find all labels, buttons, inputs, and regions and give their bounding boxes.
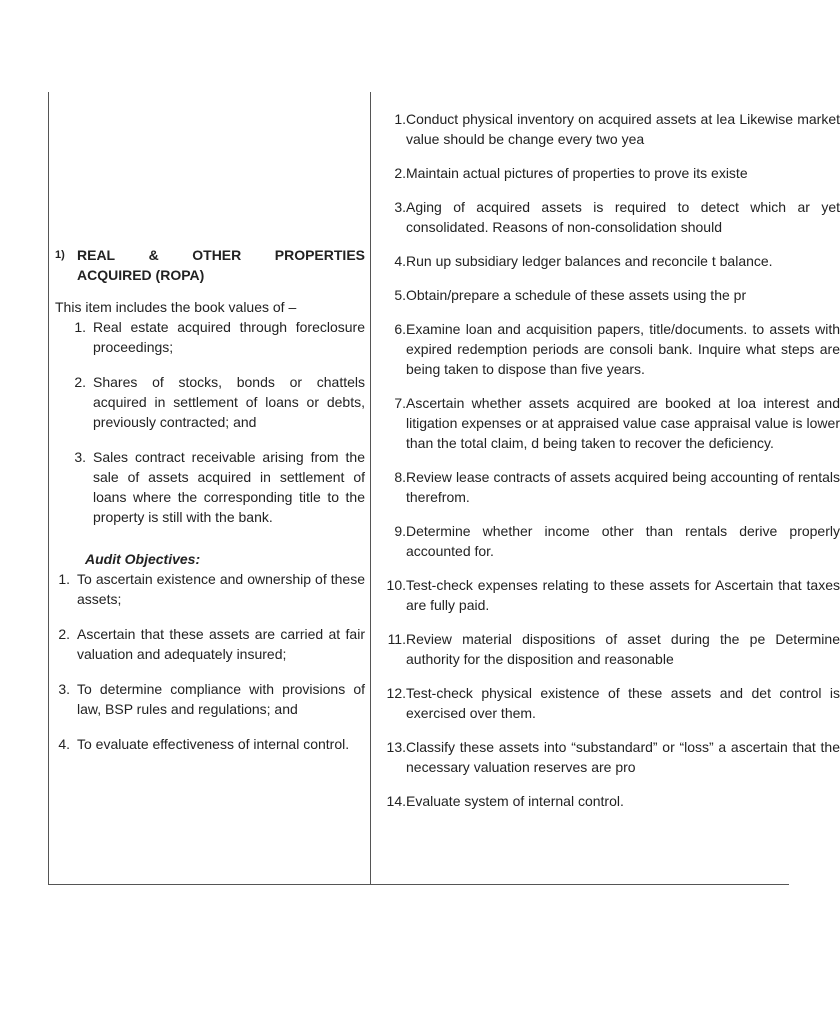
- section-intro: This item includes the book values of –: [55, 299, 297, 315]
- list-item: 1. Real estate acquired through foreclosure proceedings;: [74, 319, 365, 355]
- column-divider: [370, 92, 371, 884]
- procedure-item: 11. Review material dispositions of asset during the pe Determine authority for the disposition and reasonable: [387, 631, 840, 667]
- procedure-item: 12. Test-check physical existence of these assets and det control is exercised over them.: [386, 685, 840, 721]
- title-word: OTHER: [192, 247, 242, 263]
- right-column: [380, 109, 840, 825]
- list-item: 3. Sales contract receivable arising from the sale of assets acquired in settlement of loans where the corresponding title to the property is still with the bank.: [74, 449, 365, 525]
- left-column: [55, 245, 365, 769]
- audit-objectives-title: Audit Objectives:: [85, 551, 201, 567]
- asset-list: [55, 317, 365, 527]
- procedure-item: 6. Examine loan and acquisition papers, title/documents. to assets with expired redemption periods are consoli bank. Inquire what steps are being taken to dispose than five years.: [394, 321, 840, 377]
- list-item: 2. Ascertain that these assets are carried at fair valuation and adequately insured;: [58, 626, 365, 662]
- title-line2: ACQUIRED (ROPA): [77, 267, 205, 283]
- objectives-list: [55, 569, 365, 754]
- procedure-item: 14. Evaluate system of internal control.: [386, 793, 624, 809]
- audit-procedures-list: [380, 109, 840, 811]
- procedure-item: 10. Test-check expenses relating to these assets for Ascertain that taxes are fully paid.: [386, 577, 840, 613]
- list-item: 3. To determine compliance with provisions of law, BSP rules and regulations; and: [58, 681, 365, 717]
- procedure-item: 2. Maintain actual pictures of properties to prove its existe: [394, 165, 748, 181]
- procedure-item: 13. Classify these assets into “substandard” or “loss” a ascertain that the necessary valuation reserves are pro: [386, 739, 840, 775]
- title-word: &: [148, 247, 159, 263]
- procedure-item: 8. Review lease contracts of assets acquired being accounting of rentals therefrom.: [394, 469, 840, 505]
- title-word: REAL: [77, 247, 116, 263]
- title-word: PROPERTIES: [274, 247, 365, 263]
- procedure-item: 1. Conduct physical inventory on acquired assets at lea Likewise market value should be change every two yea: [394, 111, 840, 147]
- procedure-item: 7. Ascertain whether assets acquired are booked at loa interest and litigation expenses or at appraised value case appraisal value is lower than the total claim, d being taken to recover the deficiency.: [394, 395, 840, 451]
- section-heading: [55, 245, 365, 285]
- procedure-item: 4. Run up subsidiary ledger balances and reconcile t balance.: [394, 253, 773, 269]
- procedure-item: 3. Aging of acquired assets is required to detect which ar yet consolidated. Reasons of non-consolidation should: [394, 199, 840, 235]
- list-item: 2. Shares of stocks, bonds or chattels acquired in settlement of loans or debts, previously contracted; and: [74, 374, 365, 430]
- section-number: 1): [55, 249, 65, 261]
- list-item: 4. To evaluate effectiveness of internal control.: [58, 736, 350, 752]
- procedure-item: 5. Obtain/prepare a schedule of these assets using the pr: [394, 287, 747, 303]
- procedure-item: 9. Determine whether income other than rentals derive properly accounted for.: [394, 523, 840, 559]
- list-item: 1. To ascertain existence and ownership of these assets;: [58, 571, 365, 607]
